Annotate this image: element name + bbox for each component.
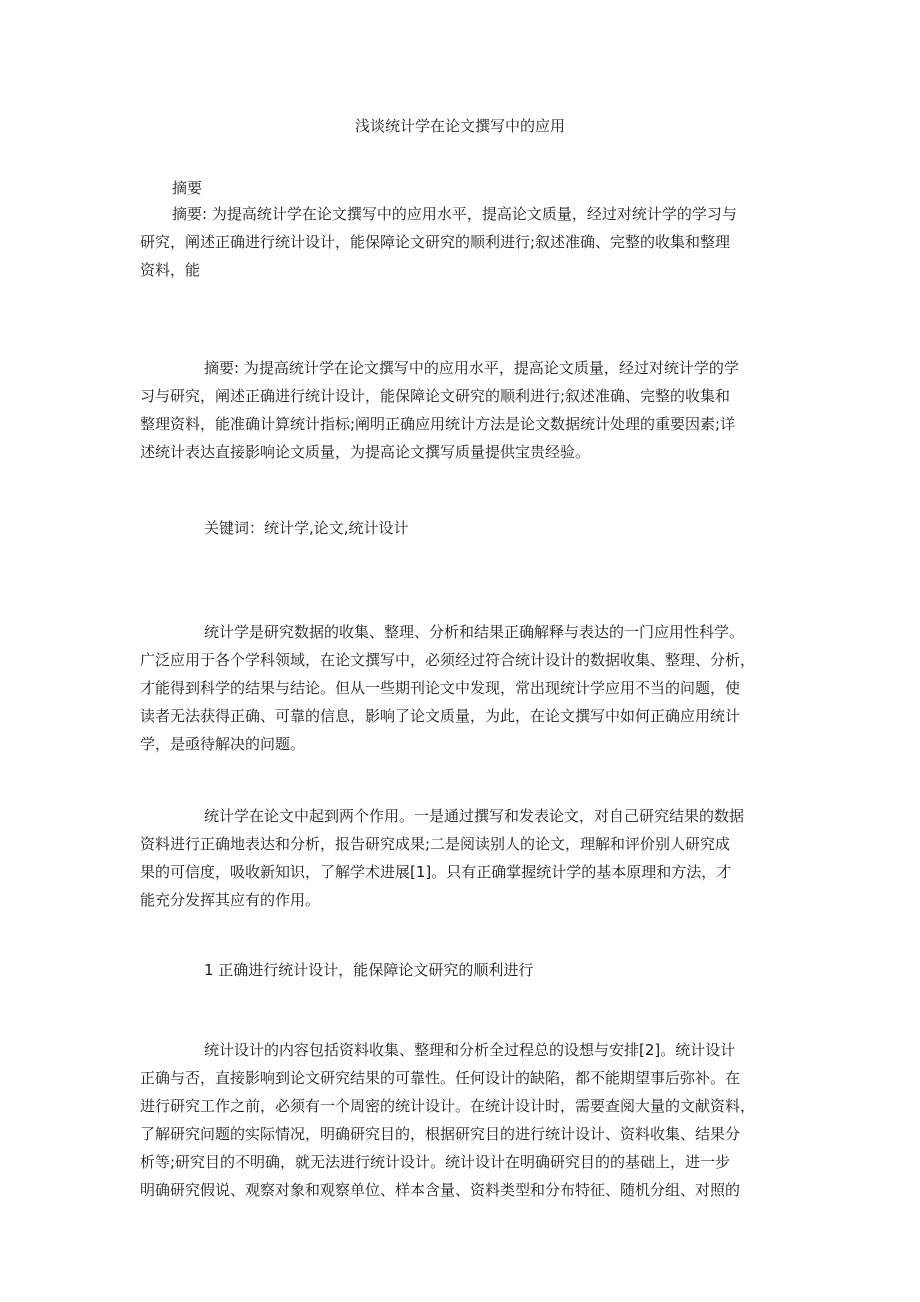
paragraph-line: 果的可信度，吸收新知识，了解学术进展[1]。只有正确掌握统计学的基本原理和方法，才: [140, 863, 732, 881]
body-paragraph-1: [140, 618, 788, 758]
paragraph-line: 读者无法获得正确、可靠的信息，影响了论文质量，为此，在论文撰写中如何正确应用统计: [140, 707, 741, 725]
summary-full-line: 整理资料，能准确计算统计指标;阐明正确应用统计方法是论文数据统计处理的重要因素;详: [140, 415, 736, 433]
summary-short-line: 研究，阐述正确进行统计设计，能保障论文研究的顺利进行;叙述准确、完整的收集和整理: [140, 233, 731, 251]
paragraph-line: 析等;研究目的不明确，就无法进行统计设计。统计设计在明确研究目的的基础上，进一步: [140, 1153, 731, 1171]
paragraph-line: 正确与否，直接影响到论文研究结果的可靠性。任何设计的缺陷，都不能期望事后弥补。在: [140, 1069, 741, 1087]
summary-full-paragraph: [140, 354, 786, 466]
summary-short-line: 摘要: 为提高统计学在论文撰写中的应用水平，提高论文质量，经过对统计学的学习与: [172, 205, 737, 223]
summary-full-line: 习与研究，阐述正确进行统计设计，能保障论文研究的顺利进行;叙述准确、完整的收集和: [140, 387, 731, 405]
summary-full-line: 述统计表达直接影响论文质量，为提高论文撰写质量提供宝贵经验。: [140, 443, 591, 461]
section-heading: 1 正确进行统计设计，能保障论文研究的顺利进行: [204, 961, 534, 979]
paragraph-line: 统计学是研究数据的收集、整理、分析和结果正确解释与表达的一门应用性科学。: [204, 623, 745, 641]
paragraph-line: 明确研究假说、观察对象和观察单位、样本含量、资料类型和分布特征、随机分组、对照的: [140, 1181, 741, 1199]
keywords: 关键词：统计学,论文,统计设计: [204, 519, 409, 537]
body-paragraph-3: [140, 1036, 786, 1204]
summary-short-paragraph: [140, 200, 786, 284]
paragraph-line: 能充分发挥其应有的作用。: [140, 891, 321, 909]
paragraph-line: 了解研究问题的实际情况，明确研究目的，根据研究目的进行统计设计、资料收集、结果分: [140, 1125, 741, 1143]
paragraph-line: 进行研究工作之前，必须有一个周密的统计设计。在统计设计时，需要查阅大量的文献资料，: [140, 1097, 756, 1115]
paragraph-line: 统计设计的内容包括资料收集、整理和分析全过程总的设想与安排[2]。统计设计: [204, 1041, 736, 1059]
paragraph-line: 资料进行正确地表达和分析，报告研究成果;二是阅读别人的论文，理解和评价别人研究成: [140, 835, 731, 853]
paragraph-line: 广泛应用于各个学科领域，在论文撰写中，必须经过符合统计设计的数据收集、整理、分析，: [140, 651, 756, 669]
paragraph-line: 才能得到科学的结果与结论。但从一些期刊论文中发现，常出现统计学应用不当的问题，使: [140, 679, 741, 697]
abstract-label: 摘要: [172, 179, 203, 197]
summary-full-line: 摘要: 为提高统计学在论文撰写中的应用水平，提高论文质量，经过对统计学的学: [204, 359, 739, 377]
document-title: 浅谈统计学在论文撰写中的应用: [354, 117, 565, 135]
summary-short-line: 资料，能: [140, 261, 201, 279]
body-paragraph-2: [140, 802, 786, 914]
paragraph-line: 学，是亟待解决的问题。: [140, 735, 306, 753]
paragraph-line: 统计学在论文中起到两个作用。一是通过撰写和发表论文，对自己研究结果的数据: [204, 807, 745, 825]
